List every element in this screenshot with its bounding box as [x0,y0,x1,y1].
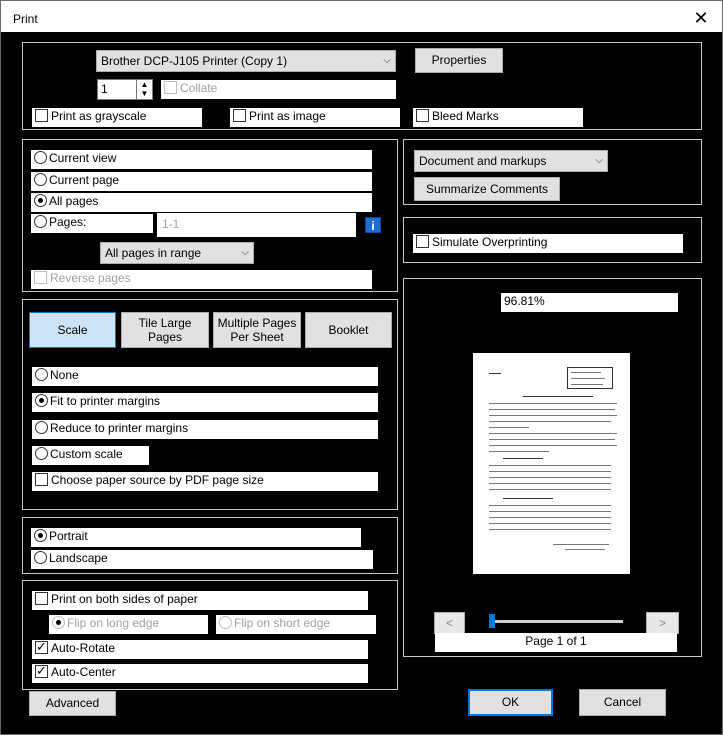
both-sides-option[interactable] [32,591,368,610]
collate-checkbox[interactable] [164,81,177,94]
ok-button[interactable]: OK [468,689,553,716]
chevron-down-icon: ⌵ [241,247,249,258]
info-icon[interactable]: i [365,217,381,233]
simulate-overprint-label: Simulate Overprinting [432,235,548,249]
scale-none-option[interactable] [32,367,378,386]
tab-booklet-label: Booklet [328,323,369,337]
collate-label: Collate [180,81,218,95]
portrait-label: Portrait [49,529,88,543]
collate-option [161,80,396,99]
both-sides-checkbox[interactable] [35,592,48,605]
summarize-comments-button[interactable]: Summarize Comments [414,177,560,201]
copies-input[interactable]: 1 [97,79,137,100]
print-as-image-option[interactable] [230,108,400,127]
custom-scale-label: Custom scale [50,447,123,461]
auto-rotate-checkbox[interactable] [35,641,48,654]
comments-select[interactable] [414,150,608,172]
prev-page-button[interactable]: < [434,612,465,634]
portrait-option[interactable] [31,528,361,547]
auto-center-label: Auto-Center [51,665,116,679]
reverse-pages-label: Reverse pages [50,271,131,285]
printer-select[interactable] [96,50,396,72]
grayscale-option[interactable] [32,108,202,127]
tab-booklet[interactable] [305,312,392,348]
reduce-margins-radio[interactable] [35,421,48,434]
pages-label: Pages: [49,215,87,229]
custom-scale-option[interactable] [32,446,149,465]
all-pages-option[interactable] [31,193,372,212]
bleed-marks-checkbox[interactable] [416,109,429,122]
reduce-margins-option[interactable] [32,420,378,439]
flip-long-edge-label: Flip on long edge [67,616,160,630]
current-page-option[interactable] [31,172,372,191]
tab-multiple-pages[interactable] [213,312,301,348]
chevron-down-icon: ⌵ [383,55,391,66]
flip-long-edge-option [49,615,208,634]
window-title: Print [13,12,38,26]
print-as-image-label: Print as image [249,109,326,123]
flip-long-edge-radio[interactable] [52,616,65,629]
reverse-pages-option [31,270,372,289]
title-bar [1,1,722,32]
zoom-readout: 96.81% [501,293,678,312]
flip-short-edge-label: Flip on short edge [234,616,331,630]
page-slider-thumb[interactable] [489,614,495,628]
fit-margins-label: Fit to printer margins [50,394,161,408]
tab-scale[interactable] [29,312,116,348]
paper-source-label: Choose paper source by PDF page size [51,473,264,487]
current-view-label: Current view [49,151,117,165]
reverse-pages-checkbox[interactable] [34,271,47,284]
print-as-image-checkbox[interactable] [233,109,246,122]
page-slider-track[interactable] [489,620,623,623]
paper-source-checkbox[interactable] [35,473,48,486]
current-view-radio[interactable] [34,151,47,164]
current-page-label: Current page [49,173,120,187]
auto-rotate-label: Auto-Rotate [51,641,116,655]
auto-center-option[interactable] [32,664,368,683]
properties-button[interactable]: Properties [415,48,503,73]
page-status: Page 1 of 1 [435,633,677,652]
scale-none-label: None [50,368,79,382]
subset-select-value: All pages in range [105,246,202,260]
cancel-button[interactable]: Cancel [579,689,666,716]
pages-option[interactable] [31,214,153,233]
pages-radio[interactable] [34,215,47,228]
flip-short-edge-option [216,615,376,634]
custom-scale-radio[interactable] [35,447,48,460]
current-view-option[interactable] [31,150,372,169]
tab-tile-label: Tile Large Pages [138,316,192,344]
all-pages-label: All pages [49,194,99,208]
portrait-radio[interactable] [34,529,47,542]
pages-input-placeholder: 1-1 [162,217,180,231]
all-pages-radio[interactable] [34,194,47,207]
bleed-marks-label: Bleed Marks [432,109,499,123]
chevron-down-icon: ⌵ [595,155,603,166]
tab-tile-large-pages[interactable] [121,312,209,348]
fit-margins-option[interactable] [32,393,378,412]
spinner-arrows-icon[interactable]: ▲ ▼ [137,79,153,100]
grayscale-checkbox[interactable] [35,109,48,122]
paper-source-option[interactable] [32,472,378,491]
subset-select[interactable] [100,242,254,264]
next-page-button[interactable]: > [646,612,679,634]
bleed-marks-option[interactable] [413,108,583,127]
advanced-button[interactable]: Advanced [29,691,116,716]
pages-input[interactable] [157,213,356,237]
reduce-margins-label: Reduce to printer margins [50,421,189,435]
flip-short-edge-radio[interactable] [219,616,232,629]
fit-margins-radio[interactable] [35,394,48,407]
simulate-overprint-option[interactable] [413,234,683,253]
grayscale-label: Print as grayscale [51,109,147,123]
landscape-label: Landscape [49,551,108,565]
simulate-overprint-checkbox[interactable] [416,235,429,248]
landscape-radio[interactable] [34,551,47,564]
comments-select-value: Document and markups [419,154,547,168]
landscape-option[interactable] [31,550,373,569]
auto-rotate-option[interactable] [32,640,368,659]
tab-multiple-label: Multiple Pages Per Sheet [217,316,297,344]
scale-none-radio[interactable] [35,368,48,381]
tab-scale-label: Scale [57,323,88,337]
printer-select-value: Brother DCP-J105 Printer (Copy 1) [101,54,288,68]
current-page-radio[interactable] [34,173,47,186]
auto-center-checkbox[interactable] [35,665,48,678]
close-icon[interactable]: ✕ [693,8,709,28]
page-preview [473,353,630,574]
both-sides-label: Print on both sides of paper [51,592,198,606]
